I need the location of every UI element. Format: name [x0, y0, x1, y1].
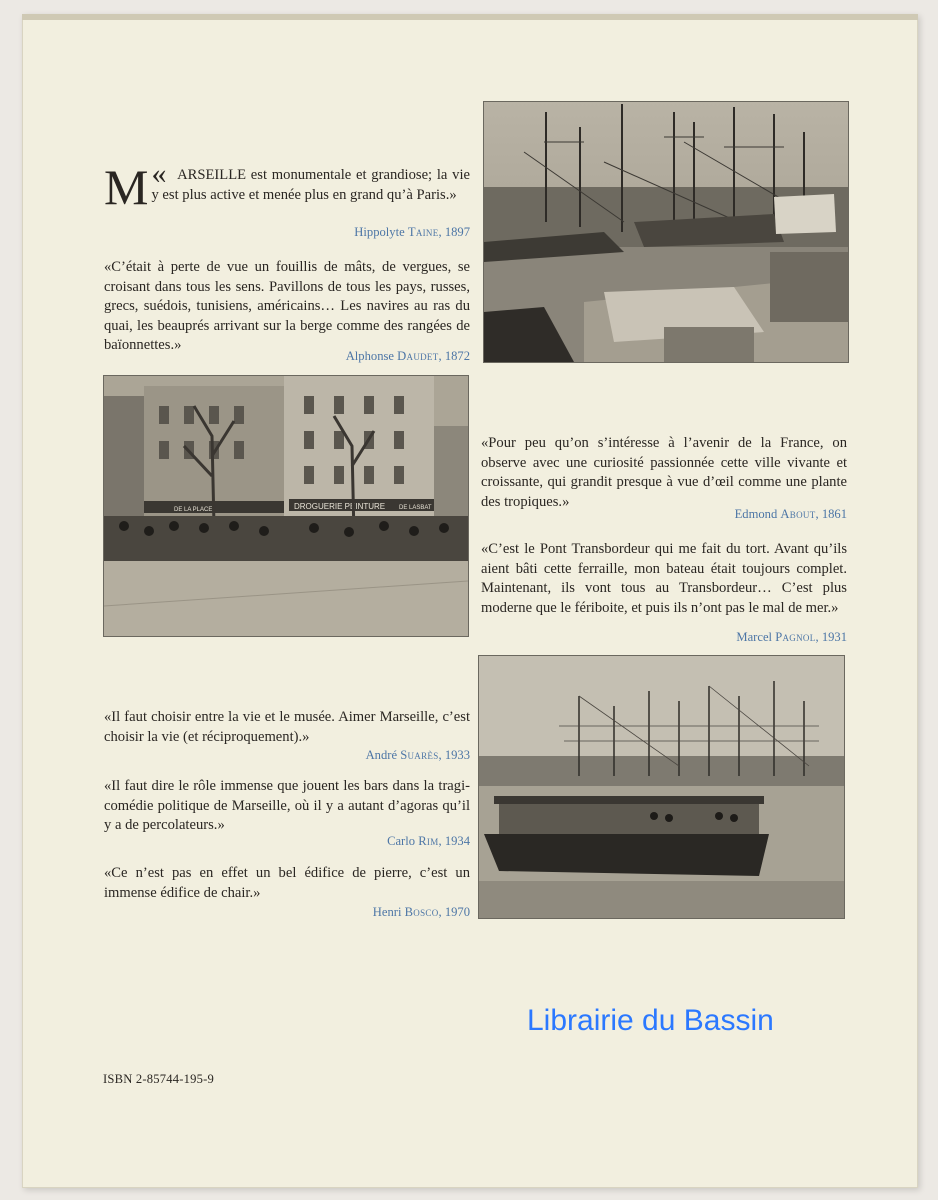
quote-text: «C’est le Pont Transbordeur qui me fait du tort. Avant qu’ils aient bâti cette ferraille, mon bateau était toujours complet. Maintenant, ils vont tous au Transbordeur… C’est plus moderne que le fériboite, et puis ils n’ont pas le mal de mer.» [481, 541, 847, 616]
cover-top-edge [22, 14, 918, 20]
drop-cap: M [104, 159, 149, 215]
author-first-name: André [365, 748, 401, 762]
shop-sign-place: DE LA PLACE [174, 507, 213, 513]
attribution-rim [387, 834, 470, 849]
quote-rim [104, 777, 470, 836]
quote-text: «Il faut dire le rôle immense que jouent les bars dans la tragi-comédie politique de Marseille, où il y a autant d’agoras qu’il y a de percolateurs.» [104, 778, 470, 833]
author-last-name: Taine [407, 225, 439, 239]
quote-year: , 1933 [438, 748, 470, 762]
attribution-taine [354, 225, 470, 240]
quote-bosco [104, 864, 470, 903]
attribution-suares [366, 748, 470, 763]
quote-daudet [104, 258, 470, 356]
author-first-name: Edmond [734, 507, 781, 521]
attribution-about [735, 507, 847, 522]
quote-text: «C’était à perte de vue un fouillis de mâts, de vergues, se croisant dans tous les sens. Pavillons de tous les pays, russes, grecs, suédois, tunisiens, américains… Les navires au ras du quai, les beauprés arrivant sur la berge comme des rangées de baïonnettes.» [104, 259, 470, 353]
attribution-pagnol [736, 630, 847, 645]
author-first-name: Henri [372, 905, 405, 919]
attribution-bosco [373, 905, 470, 920]
author-last-name: Pagnol [775, 630, 816, 644]
attribution-daudet [346, 349, 470, 364]
author-last-name: Daudet [397, 349, 439, 363]
isbn-number: ISBN 2-85744-195-9 [103, 1072, 214, 1086]
ferry-boat-photo [479, 656, 844, 918]
author-last-name: Rim [418, 834, 439, 848]
quote-small-caps-word: ARSEILLE [177, 167, 247, 183]
quote-pagnol [481, 540, 847, 618]
author-last-name: Suarès [400, 748, 439, 762]
author-first-name: Marcel [736, 630, 776, 644]
shop-sign-lasbat: DE LASBAT [399, 505, 432, 511]
quote-text: «Il faut choisir entre la vie et le musée. Aimer Marseille, c’est choisir la vie (et réciproquement).» [104, 709, 470, 745]
quote-text: est monumentale et grandiose; la vie y est plus active et menée plus en grand qu’à Paris.» [151, 167, 471, 203]
quote-year: , 1970 [438, 905, 470, 919]
quote-year: , 1861 [815, 507, 847, 521]
opening-guillemet: « [151, 157, 176, 190]
quote-about [481, 434, 847, 512]
street-scene-photo [104, 376, 468, 636]
harbour-masts-photo [484, 102, 848, 362]
quote-suares [104, 708, 470, 747]
author-first-name: Carlo [387, 834, 419, 848]
quote-year: , 1934 [438, 834, 470, 848]
author-last-name: About [780, 507, 816, 521]
author-first-name: Hippolyte [354, 225, 408, 239]
bookseller-watermark: Librairie du Bassin [527, 1004, 774, 1037]
shop-sign-droguerie: DROGUERIE PEINTURE [294, 502, 386, 511]
author-first-name: Alphonse [345, 349, 398, 363]
quote-year: , 1897 [438, 225, 470, 239]
quote-text: «Pour peu qu’on s’intéresse à l’avenir de la France, on observe avec une curiosité passionnée cette ville vivante et croissante, qui grandit presque à vue d’œil comme une plante des tropiques.» [481, 435, 847, 510]
quote-year: , 1931 [815, 630, 847, 644]
author-last-name: Bosco [404, 905, 439, 919]
quote-taine [104, 157, 471, 215]
quote-text: «Ce n’est pas en effet un bel édifice de pierre, c’est un immense édifice de chair.» [104, 865, 470, 901]
quote-year: , 1872 [438, 349, 470, 363]
